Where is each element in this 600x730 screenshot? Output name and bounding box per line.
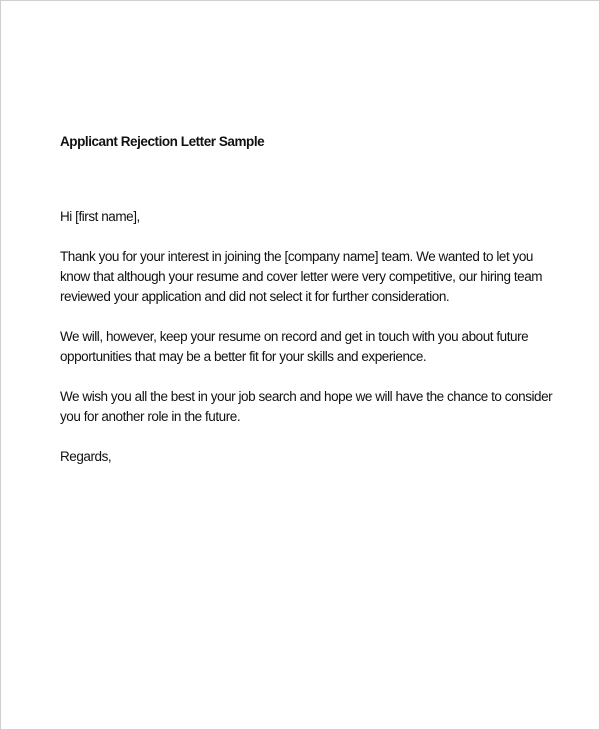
- letter-body: [60, 132, 560, 487]
- paragraph-3: We wish you all the best in your job search and hope we will have the chance to consider you for another role in the future.: [60, 389, 553, 424]
- document-title: Applicant Rejection Letter Sample: [60, 134, 265, 149]
- paragraph-1: Thank you for your interest in joining the [company name] team. We wanted to let you know that although your resume and cover letter were very competitive, our hiring team reviewed your application and did not select it for further consideration.: [60, 249, 543, 304]
- paragraph-2: We will, however, keep your resume on record and get in touch with you about future opportunities that may be a better fit for your skills and experience.: [60, 329, 529, 364]
- greeting: Hi [first name],: [60, 209, 140, 224]
- closing: Regards,: [60, 449, 112, 464]
